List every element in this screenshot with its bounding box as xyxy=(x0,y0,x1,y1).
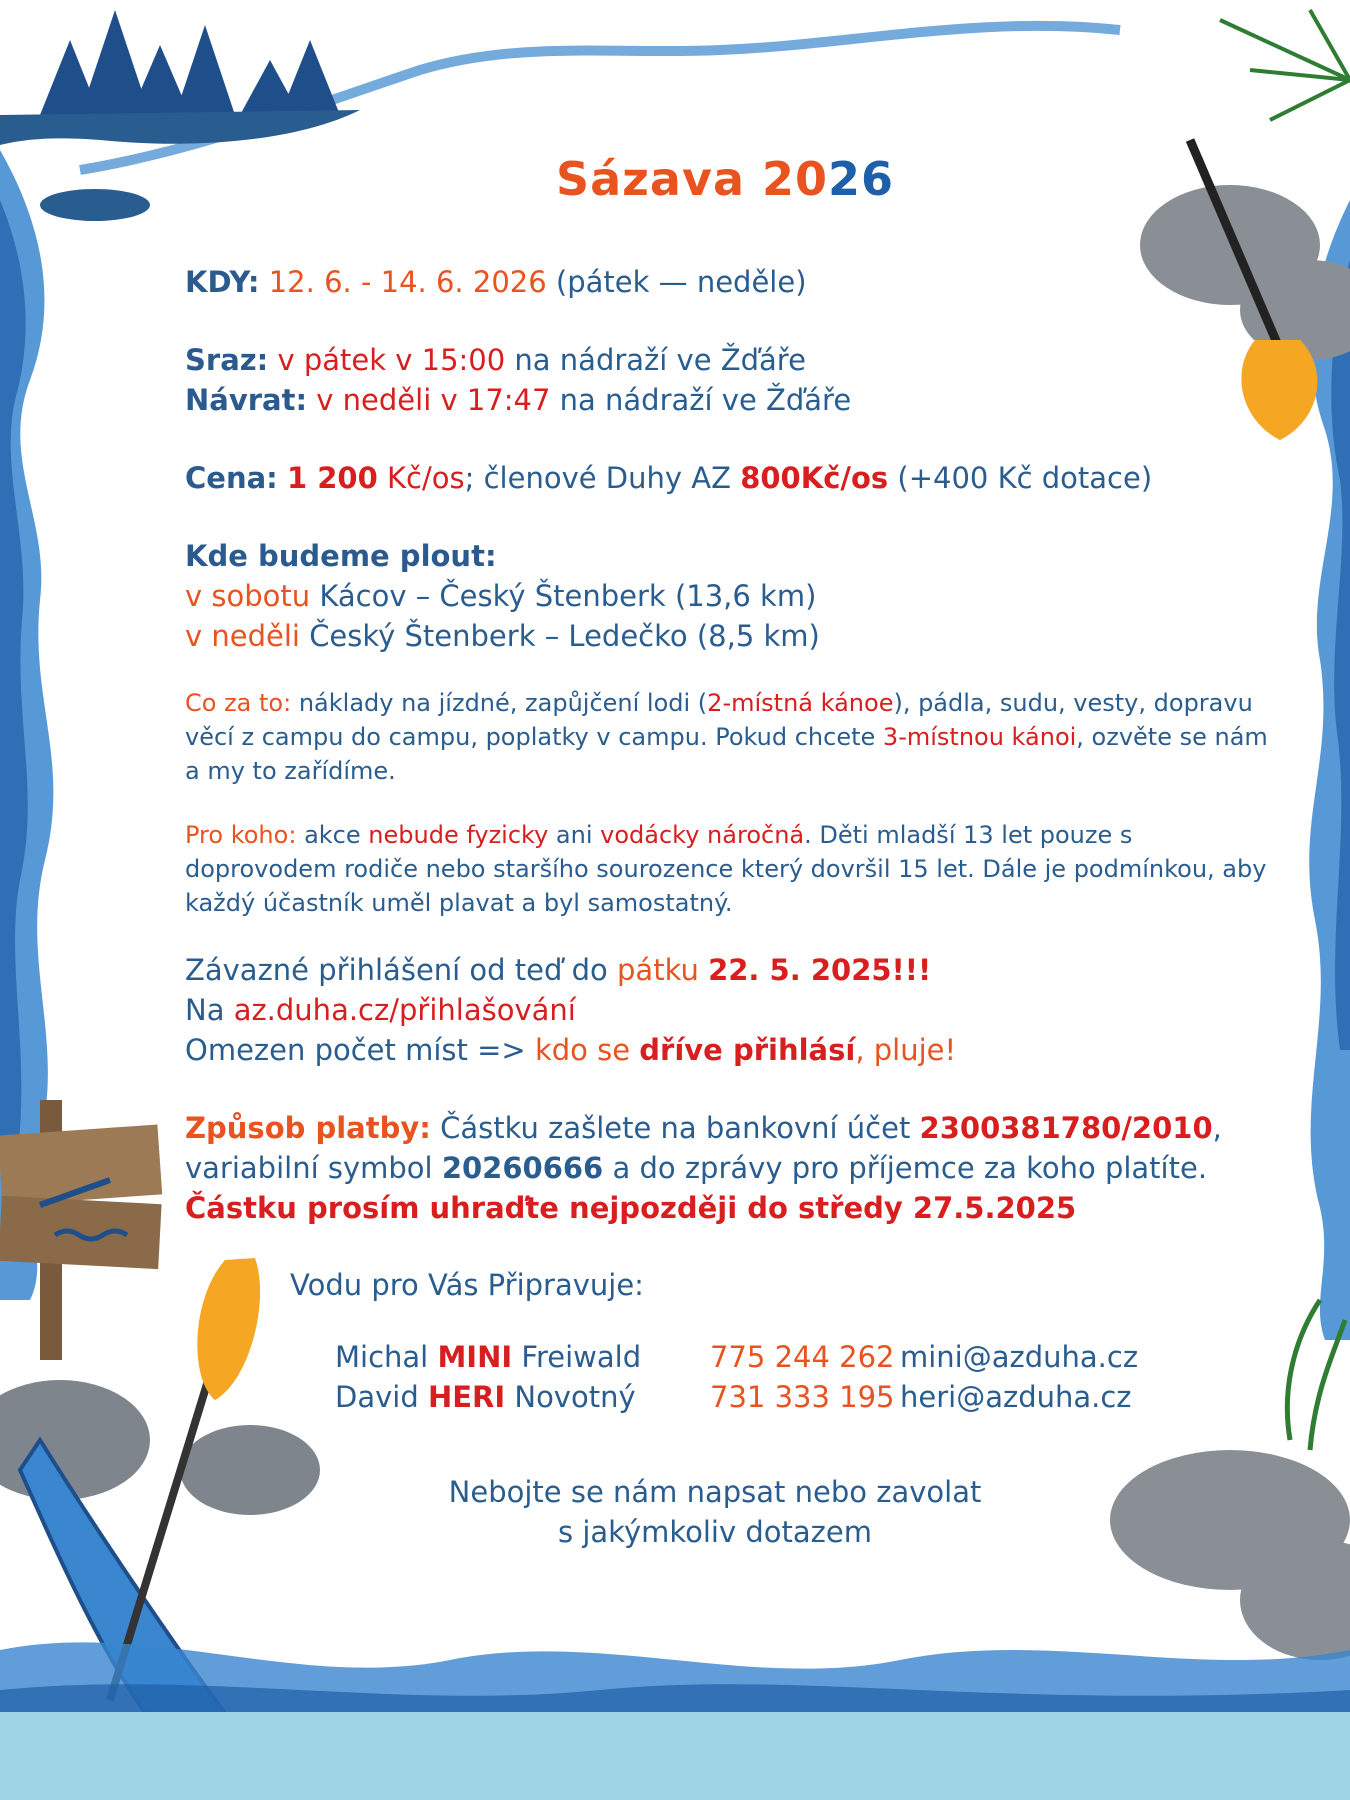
organizers xyxy=(290,1268,1139,1420)
when-line: KDY: 12. 6. - 14. 6. 2026 (pátek — neděle) xyxy=(185,265,807,299)
email-link[interactable]: heri@azduha.cz xyxy=(900,1380,1132,1414)
organizers-heading: Vodu pro Vás Připravuje: xyxy=(290,1268,644,1302)
route-saturday: v sobotu Kácov – Český Štenberk (13,6 km) xyxy=(185,579,817,613)
registration-link[interactable]: az.duha.cz/přihlašování xyxy=(233,993,576,1027)
closing-message: Nebojte se nám napsat nebo zavolat s jakýmkoliv dotazem xyxy=(448,1475,982,1549)
payment-line-2: variabilní symbol 20260666 a do zprávy pro příjemce za koho platíte. xyxy=(185,1151,1208,1185)
payment-deadline: Částku prosím uhraďte nejpozději do středy 27.5.2025 xyxy=(185,1191,1077,1225)
registration-url-line: Na az.duha.cz/přihlašování xyxy=(185,993,576,1027)
email-link[interactable]: mini@azduha.cz xyxy=(900,1340,1139,1374)
organizer-row: David HERI Novotný 731 333 195 heri@azduha.cz xyxy=(335,1380,1132,1414)
route-sunday: v neděli Český Štenberk – Ledečko (8,5 km) xyxy=(185,619,820,653)
capacity-line: Omezen počet míst => kdo se dříve přihlásí, pluje! xyxy=(185,1033,957,1067)
registration-deadline: Závazné přihlášení od teď do pátku 22. 5. 2025!!! xyxy=(185,953,932,987)
price-line: Cena: 1 200 Kč/os; členové Duhy AZ 800Kč/os (+400 Kč dotace) xyxy=(185,461,1153,495)
payment-line-1: Způsob platby: Částku zašlete na bankovní účet 2300381780/2010, xyxy=(185,1111,1222,1145)
phone-number[interactable]: 775 244 262 xyxy=(710,1340,895,1374)
bottom-band xyxy=(0,1712,1350,1800)
organizer-row: Michal MINI Freiwald 775 244 262 mini@azduha.cz xyxy=(335,1340,1139,1374)
meeting-line: Sraz: v pátek v 15:00 na nádraží ve Žďáře xyxy=(185,343,806,377)
return-line: Návrat: v neděli v 17:47 na nádraží ve Žďáře xyxy=(185,383,852,417)
audience-paragraph: Pro koho: akce nebude fyzicky ani vodácky náročná. Děti mladší 13 let pouze s doprovodem rodiče nebo staršího sourozence který dovršil 15 let. Dále je podmínkou, aby každý účastník uměl plavat a byl samostatný. xyxy=(185,821,1267,917)
costs-paragraph: Co za to: náklady na jízdné, zapůjčení lodi (2-místná kánoe), pádla, sudu, vesty, dopravu věcí z campu do campu, poplatky v campu. Pokud chcete 3-místnou kánoi, ozvěte se nám a my to zařídíme. xyxy=(185,689,1268,785)
bottom-right-rocks xyxy=(1110,1450,1350,1660)
wooden-sign xyxy=(0,1100,162,1360)
route-heading: Kde budeme plout: xyxy=(185,539,497,573)
event-details xyxy=(185,262,1270,1228)
phone-number[interactable]: 731 333 195 xyxy=(710,1380,895,1414)
page-title: Sázava 2026 xyxy=(555,152,895,206)
